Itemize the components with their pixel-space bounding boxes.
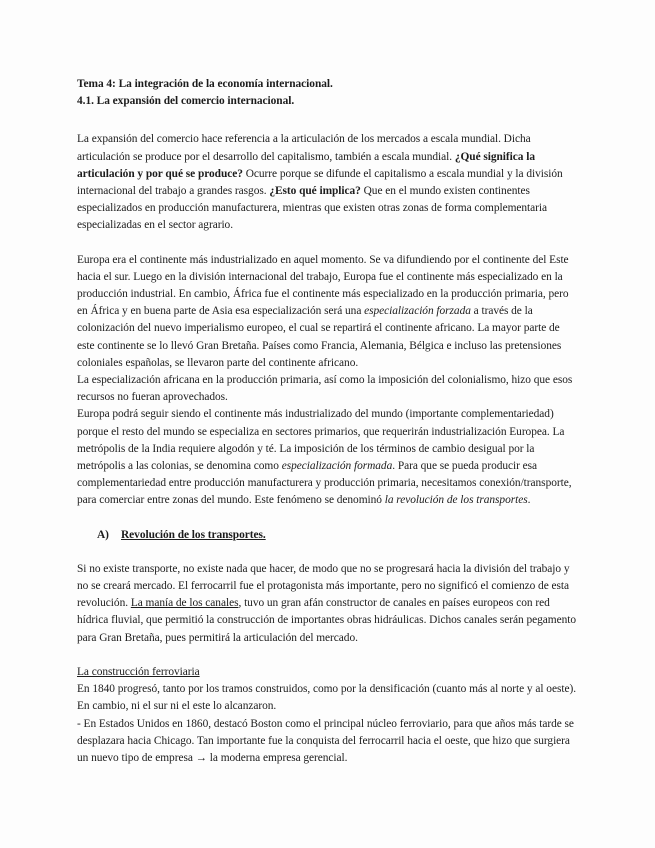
term-forced-specialization: especialización forzada: [364, 305, 471, 318]
paragraph-railway-1840: En 1840 progresó, tanto por los tramos construidos, como por la densificación (cuanto más al norte y al oeste). En cambio, ni el sur ni el este lo alcanzaron.: [77, 683, 576, 713]
term-canal-mania: La manía de los canales: [130, 597, 239, 610]
paragraph-europe: Europa era el continente más industrializado en aquel momento. Se va difundiendo por el continente del Este hacia el sur. Luego en la división internacional del trabajo, Europa fue el continente más especializado en la producción industrial. En cambio, África fue el continente más especializado en la producción primaria, pero en África y en buena parte de Asia esa especialización será una especialización forzada a través de la colonización del nuevo imperialismo europeo, el cual se repartirá el continente africano. La mayor parte de este continente se lo llevó Gran Bretaña. Países como Francia, Alemania, Bélgica e incluso las pretensiones coloniales españolas, se llevaron parte del continente africano.: [77, 253, 569, 369]
paragraph-complementarity: Europa podrá seguir siendo el continente más industrializado del mundo (importante complementariedad) porque el resto del mundo se especializa en sectores primarios, que requerirán industrialización Europea. La metrópolis de la India requiere algodón y té. La imposición de los términos de cambio desigual por la metrópolis a las colonias, se denomina como especialización formada. Para que se pueda producir esa complementariedad entre producción manufacturera y producción primaria, necesitamos conexión/transporte, para comerciar entre zonas del mundo. Este fenómeno se denominó la revolución de los transportes.: [77, 408, 572, 507]
document-body: [77, 76, 577, 767]
term-formed-specialization: especialización formada: [281, 460, 393, 473]
question-implication: ¿Esto qué implica?: [269, 185, 361, 198]
paragraph-africa: La especialización africana en la producción primaria, así como la imposición del colonialismo, hizo que esos recursos no fueran aprovechados.: [77, 374, 573, 404]
paragraph-railway-usa: - En Estados Unidos en 1860, destacó Boston como el principal núcleo ferroviario, para que años más tarde se desplazara hacia Chicago. Tan importante fue la conquista del ferrocarril hacia el oeste, que hizo que surgiera un nuevo tipo de empresa → la moderna empresa gerencial.: [77, 717, 574, 764]
railway-subtitle: La construcción ferroviaria: [77, 665, 200, 678]
subsection-a-heading: [97, 527, 577, 544]
topic-title: Tema 4: La integración de la economía internacional.: [77, 78, 333, 90]
section-title: 4.1. La expansión del comercio internacional.: [77, 95, 295, 108]
subsection-letter: A): [97, 528, 109, 541]
question-articulation: ¿Qué significa la articulación y por qué se produce?: [77, 150, 535, 180]
subsection-a-title: Revolución de los transportes.: [121, 528, 266, 541]
paragraph-transport: Si no existe transporte, no existe nada que hacer, de modo que no se progresará hacia la división del trabajo y no se creará mercado. El ferrocarril fue el protagonista más importante, pero no significó el comienzo de esta revolución. La manía de los canales, tuvo un gran afán constructor de canales en países europeos con red hídrica fluvial, que permitió la construcción de importantes obras hidráulicas. Dichos canales serán pegamento para Gran Bretaña, pues permitirá la articulación del mercado.: [77, 562, 576, 644]
term-transport-revolution: la revolución de los transportes: [384, 494, 528, 507]
paragraph-intro: La expansión del comercio hace referencia a la articulación de los mercados a escala mundial. Dicha articulación se produce por el desarrollo del capitalismo, también a escala mundial. ¿Qué significa la articulación y por qué se produce? Ocurre porque se difunde el capitalismo a escala mundial y la división internacional del trabajo a grandes rasgos. ¿Esto qué implica? Que en el mundo existen continentes especializados en producción manufacturera, mientras que existen otras zonas de forma complementaria especializadas en el sector agrario.: [77, 133, 563, 232]
